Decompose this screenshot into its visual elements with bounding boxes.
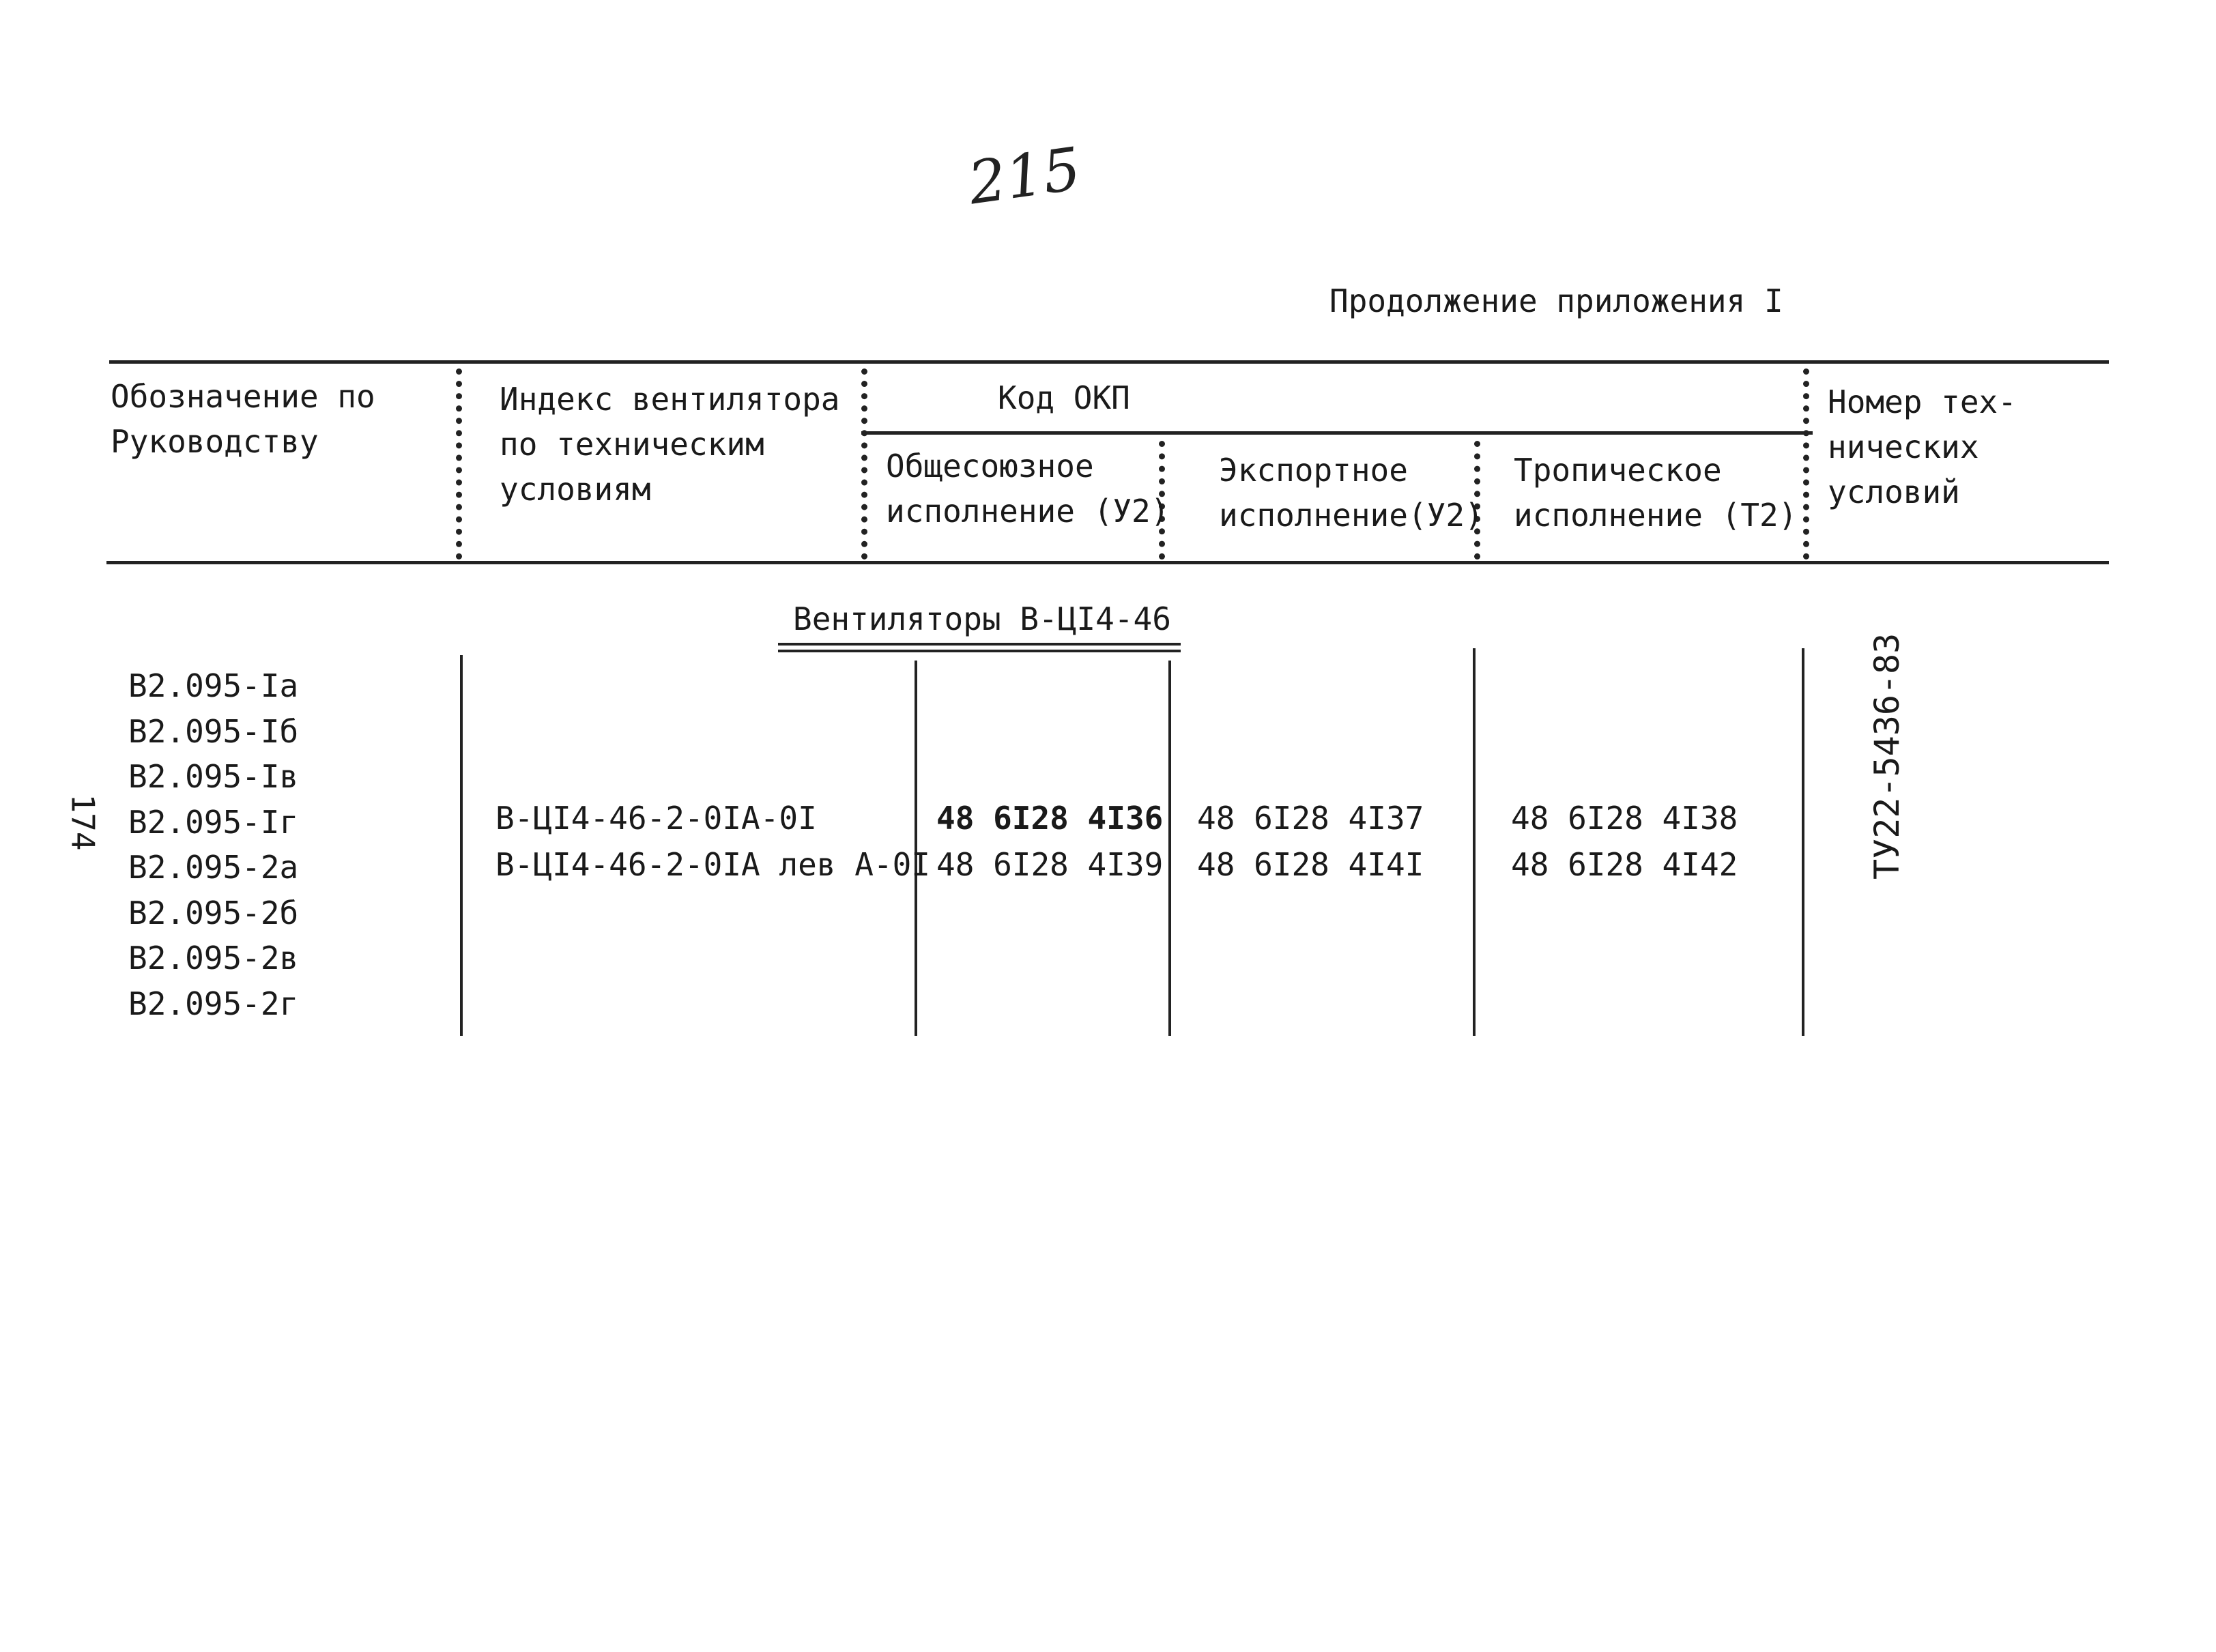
row-2-fan-index: В-ЦI4-46-2-0IА лев А-0I (495, 846, 930, 883)
header-export-version (1219, 448, 1484, 538)
body-column-line-5 (1802, 648, 1804, 1036)
header-tropical-line-1: Тропическое (1514, 452, 1722, 489)
header-separator-1 (456, 368, 462, 560)
designation-item: В2.095-2в (128, 940, 299, 976)
designation-item: В2.095-Iв (128, 758, 299, 795)
header-export-line-2: исполнение(У2) (1219, 497, 1484, 534)
header-spec-line-1: Номер тех- (1828, 383, 2017, 420)
header-designation (111, 374, 375, 464)
header-top-rule (109, 360, 2109, 364)
side-page-number: 174 (64, 794, 102, 851)
header-union-line-1: Общесоюзное (886, 448, 1094, 484)
okp-subheader-rule (861, 431, 1813, 435)
header-fan-index-line-2: по техническим (500, 426, 764, 463)
continuation-title: Продолжение приложения I (1329, 282, 1783, 319)
row-1-export-code: 48 6I28 4I37 (1197, 800, 1424, 837)
header-fan-index-line-3: условиям (500, 471, 651, 508)
header-fan-index-line-1: Индекс вентилятора (500, 381, 840, 418)
header-spec-line-2: нических (1828, 429, 1979, 465)
designation-list (128, 663, 298, 1026)
designation-item: В2.095-Iа (128, 667, 299, 704)
header-spec-line-3: условий (1828, 474, 1960, 510)
row-2-union-code: 48 6I28 4I39 (936, 846, 1164, 883)
designation-item: В2.095-2б (128, 894, 299, 931)
header-export-line-1: Экспортное (1219, 452, 1408, 489)
header-tropical-line-2: исполнение (Т2) (1514, 497, 1798, 534)
header-designation-line-1: Обозначение по (111, 378, 375, 415)
spec-number-vertical: ТУ22-5436-83 (1867, 633, 1907, 880)
body-column-line-1 (460, 655, 463, 1036)
header-fan-index (500, 377, 840, 512)
handwritten-page-number: 215 (964, 134, 1085, 218)
header-separator-5 (1803, 368, 1809, 560)
designation-item: В2.095-2а (128, 849, 299, 886)
row-1-tropical-code: 48 6I28 4I38 (1511, 800, 1738, 837)
section-underline-2 (778, 650, 1181, 652)
header-okp-code: Код ОКП (998, 379, 1130, 416)
row-1-union-code: 48 6I28 4I36 (936, 800, 1164, 837)
header-tropical-version (1514, 448, 1797, 538)
designation-item: В2.095-2г (128, 985, 299, 1022)
header-union-version (886, 444, 1169, 534)
header-separator-2 (861, 368, 867, 560)
section-underline-1 (778, 643, 1181, 646)
header-designation-line-2: Руководству (111, 423, 319, 460)
header-union-line-2: исполнение (У2) (886, 493, 1170, 530)
header-bottom-rule (106, 561, 2109, 564)
row-2-export-code: 48 6I28 4I4I (1197, 846, 1424, 883)
designation-item: В2.095-Iб (128, 712, 299, 750)
section-title: Вентиляторы В-ЦI4-46 (793, 600, 1171, 637)
header-spec-number (1828, 379, 2017, 515)
designation-item: В2.095-Iг (128, 803, 299, 841)
row-1-fan-index: В-ЦI4-46-2-0IА-0I (495, 800, 817, 837)
body-column-line-4 (1473, 648, 1476, 1036)
body-column-line-3 (1168, 661, 1171, 1036)
row-2-tropical-code: 48 6I28 4I42 (1511, 846, 1738, 883)
